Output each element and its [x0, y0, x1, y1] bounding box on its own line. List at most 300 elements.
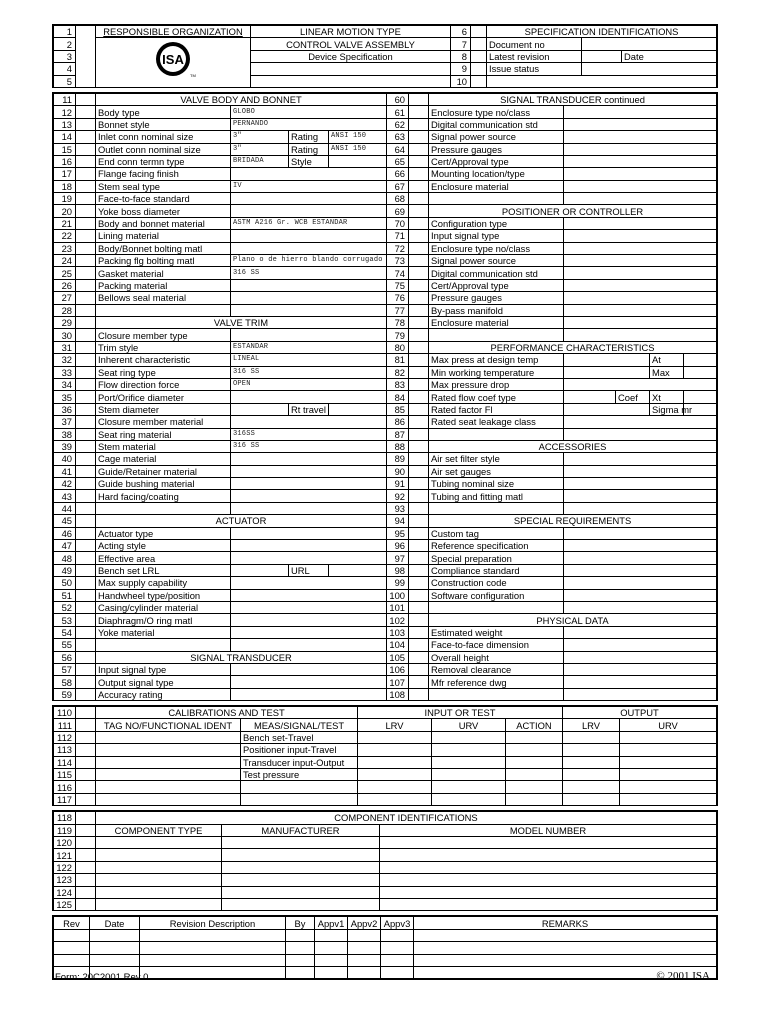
field-label: Enclosure material — [429, 316, 564, 328]
calibration-value-cell[interactable] — [506, 793, 563, 805]
field-value[interactable] — [564, 577, 717, 589]
row-number: 76 — [387, 292, 409, 304]
calibration-value-cell[interactable] — [358, 731, 432, 743]
field-label: Yoke material — [96, 626, 231, 638]
field-value[interactable] — [564, 217, 717, 229]
spec-row — [54, 155, 717, 167]
field-label: Face-to-face standard — [96, 193, 231, 205]
field-label: Seat ring material — [96, 428, 231, 440]
field-value[interactable] — [564, 316, 717, 328]
calibration-value-cell[interactable] — [620, 781, 717, 793]
field-value[interactable] — [564, 292, 717, 304]
revision-cell[interactable] — [286, 954, 315, 966]
component-identifications-title: COMPONENT IDENTIFICATIONS — [96, 812, 717, 824]
tag-no-cell[interactable] — [96, 756, 241, 768]
row-number: 12 — [54, 106, 76, 118]
model-number-cell[interactable] — [380, 874, 717, 886]
revision-cell[interactable] — [140, 954, 286, 966]
revision-cell[interactable] — [54, 942, 90, 954]
field-value[interactable] — [564, 626, 717, 638]
row-number: 118 — [54, 812, 76, 824]
revision-cell[interactable] — [315, 929, 348, 941]
field-value[interactable] — [564, 193, 717, 205]
revision-row — [54, 942, 717, 954]
sub-value[interactable] — [329, 403, 387, 415]
field-value[interactable] — [564, 465, 717, 477]
row-number: 15 — [54, 143, 76, 155]
field-value[interactable] — [231, 304, 387, 316]
field-value[interactable] — [231, 490, 387, 502]
field-label: Compliance standard — [429, 564, 564, 576]
field-value[interactable] — [564, 255, 717, 267]
component-type-cell[interactable] — [96, 874, 222, 886]
field-value[interactable] — [564, 403, 650, 415]
row-number: 77 — [387, 304, 409, 316]
sub-value[interactable]: ANSI 150 — [329, 143, 387, 155]
row-mark — [409, 614, 429, 626]
form-number: Form: 20C2001 Rev 0 — [55, 972, 149, 983]
calibration-value-cell[interactable] — [432, 756, 506, 768]
meas-signal-cell: Transducer input-Output — [241, 756, 358, 768]
row-mark — [76, 874, 96, 886]
component-type-cell[interactable] — [96, 837, 222, 849]
field-value[interactable] — [564, 106, 717, 118]
field-value[interactable] — [231, 230, 387, 242]
field-label: Special preparation — [429, 552, 564, 564]
spec-row — [54, 391, 717, 403]
field-value[interactable] — [564, 378, 717, 390]
row-number: 66 — [387, 168, 409, 180]
spec-row — [54, 292, 717, 304]
field-value[interactable] — [564, 230, 717, 242]
row-mark — [76, 180, 96, 192]
calibration-value-cell[interactable] — [563, 769, 620, 781]
field-label: Pressure gauges — [429, 143, 564, 155]
row-number: 16 — [54, 155, 76, 167]
row-number: 37 — [54, 416, 76, 428]
revision-cell[interactable] — [315, 942, 348, 954]
field-label: Stem diameter — [96, 403, 231, 415]
row-mark — [409, 651, 429, 663]
output-urv-header: URV — [620, 719, 717, 731]
spec-sheet — [52, 24, 718, 980]
revision-cell[interactable] — [348, 929, 381, 941]
section-title: PERFORMANCE CHARACTERISTICS — [429, 341, 717, 353]
rev-date-header: Date — [90, 917, 140, 929]
field-value[interactable] — [231, 589, 387, 601]
revision-cell[interactable] — [348, 954, 381, 966]
row-number: 117 — [54, 793, 76, 805]
field-value[interactable] — [564, 279, 717, 291]
revision-cell[interactable] — [348, 942, 381, 954]
field-value[interactable] — [564, 601, 717, 613]
calibration-value-cell[interactable] — [358, 756, 432, 768]
component-type-cell[interactable] — [96, 849, 222, 861]
sub-label: Sigma mr — [650, 403, 684, 415]
field-value[interactable] — [231, 676, 387, 688]
row-number: 26 — [54, 279, 76, 291]
field-label: Actuator type — [96, 527, 231, 539]
spec-row — [54, 255, 717, 267]
field-value[interactable] — [564, 688, 717, 700]
document-no-field[interactable] — [582, 38, 717, 50]
calibration-value-cell[interactable] — [620, 769, 717, 781]
calibration-value-cell[interactable] — [563, 781, 620, 793]
field-value[interactable] — [231, 205, 387, 217]
revision-cell[interactable] — [381, 966, 414, 978]
revision-cell[interactable] — [140, 966, 286, 978]
field-value[interactable] — [231, 465, 387, 477]
field-value[interactable] — [231, 639, 387, 651]
row-number: 56 — [54, 651, 76, 663]
field-value[interactable] — [564, 329, 717, 341]
calibration-value-cell[interactable] — [506, 769, 563, 781]
field-value[interactable] — [564, 651, 717, 663]
revision-cell[interactable] — [315, 954, 348, 966]
revision-cell[interactable] — [414, 929, 717, 941]
manufacturer-cell[interactable] — [222, 886, 380, 898]
row-number: 94 — [387, 515, 409, 527]
row-number: 70 — [387, 217, 409, 229]
revision-cell[interactable] — [381, 942, 414, 954]
components-block — [52, 810, 718, 911]
field-value[interactable]: PERNANDO — [231, 118, 387, 130]
row-number: 71 — [387, 230, 409, 242]
field-label: Reference specification — [429, 540, 564, 552]
field-label: Cert/Approval type — [429, 155, 564, 167]
field-label: Signal power source — [429, 131, 564, 143]
revision-cell[interactable] — [90, 929, 140, 941]
revision-cell[interactable] — [414, 942, 717, 954]
field-value[interactable]: GLOBO — [231, 106, 387, 118]
sub-value[interactable] — [684, 391, 717, 403]
field-value[interactable] — [564, 639, 717, 651]
field-value[interactable]: 316 SS — [231, 440, 387, 452]
field-value[interactable]: Plano o de hierro blando corrugado — [231, 255, 387, 267]
spec-row — [54, 465, 717, 477]
field-value[interactable] — [231, 416, 387, 428]
field-value[interactable]: 316 SS — [231, 366, 387, 378]
revision-cell[interactable] — [286, 942, 315, 954]
calibration-value-cell[interactable] — [432, 781, 506, 793]
field-value[interactable]: ESTANDAR — [231, 341, 387, 353]
row-mark — [76, 155, 96, 167]
field-value[interactable] — [231, 502, 387, 514]
row-mark — [409, 440, 429, 452]
spec-row — [54, 428, 717, 440]
row-number: 84 — [387, 391, 409, 403]
revision-cell[interactable] — [90, 942, 140, 954]
field-value[interactable]: ASTM A216 Gr. WCB ESTANDAR — [231, 217, 387, 229]
field-label: Bonnet style — [96, 118, 231, 130]
tag-no-cell[interactable] — [96, 744, 241, 756]
field-value[interactable] — [564, 242, 717, 254]
sub-label: Style — [289, 155, 329, 167]
field-value[interactable] — [231, 527, 387, 539]
field-value[interactable] — [564, 564, 717, 576]
field-value[interactable] — [564, 478, 717, 490]
field-value[interactable] — [564, 155, 717, 167]
row-number: 101 — [387, 601, 409, 613]
field-label: Rated seat leakage class — [429, 416, 564, 428]
revision-cell[interactable] — [348, 966, 381, 978]
row-mark — [76, 378, 96, 390]
row-mark — [76, 416, 96, 428]
field-label: Digital communication std — [429, 118, 564, 130]
calibration-value-cell[interactable] — [563, 731, 620, 743]
row-number: 22 — [54, 230, 76, 242]
row-mark — [76, 769, 96, 781]
calibration-value-cell[interactable] — [506, 744, 563, 756]
field-value[interactable] — [231, 279, 387, 291]
manufacturer-cell[interactable] — [222, 898, 380, 910]
revision-cell[interactable] — [54, 929, 90, 941]
calibration-value-cell[interactable] — [432, 744, 506, 756]
calibration-value-cell[interactable] — [506, 756, 563, 768]
field-value[interactable] — [564, 304, 717, 316]
field-label: Flange facing finish — [96, 168, 231, 180]
row-mark — [76, 403, 96, 415]
field-value[interactable] — [231, 601, 387, 613]
row-number: 7 — [451, 38, 471, 50]
field-value[interactable] — [564, 354, 650, 366]
calibration-value-cell[interactable] — [358, 781, 432, 793]
field-label: Digital communication std — [429, 267, 564, 279]
model-number-header: MODEL NUMBER — [380, 824, 717, 836]
spec-row — [54, 502, 717, 514]
field-value[interactable] — [231, 626, 387, 638]
field-value[interactable] — [231, 552, 387, 564]
row-mark — [409, 378, 429, 390]
revision-cell[interactable] — [286, 929, 315, 941]
field-label: Tubing nominal size — [429, 478, 564, 490]
field-value[interactable] — [231, 540, 387, 552]
sub-value[interactable] — [329, 564, 387, 576]
spec-row — [54, 453, 717, 465]
field-label: Configuration type — [429, 217, 564, 229]
row-number: 88 — [387, 440, 409, 452]
row-number: 83 — [387, 378, 409, 390]
component-type-cell[interactable] — [96, 886, 222, 898]
row-mark — [409, 639, 429, 651]
sub-value[interactable] — [684, 366, 717, 378]
field-value[interactable] — [564, 490, 717, 502]
field-label: Pressure gauges — [429, 292, 564, 304]
spec-row — [54, 267, 717, 279]
field-value[interactable] — [564, 540, 717, 552]
calibration-value-cell[interactable] — [432, 769, 506, 781]
field-value[interactable]: 3" — [231, 131, 289, 143]
manufacturer-cell[interactable] — [222, 849, 380, 861]
row-number: 98 — [387, 564, 409, 576]
calibration-value-cell[interactable] — [506, 731, 563, 743]
field-value[interactable] — [231, 614, 387, 626]
field-value[interactable] — [231, 577, 387, 589]
row-mark — [76, 131, 96, 143]
row-mark — [76, 781, 96, 793]
field-value[interactable] — [231, 453, 387, 465]
field-value[interactable] — [564, 663, 717, 675]
calibration-value-cell[interactable] — [358, 793, 432, 805]
spec-row — [54, 614, 717, 626]
row-mark — [409, 354, 429, 366]
calibration-value-cell[interactable] — [432, 793, 506, 805]
calibration-row — [54, 756, 717, 768]
revision-cell[interactable] — [381, 929, 414, 941]
component-type-cell[interactable] — [96, 861, 222, 873]
calibration-value-cell[interactable] — [620, 731, 717, 743]
field-value[interactable] — [231, 168, 387, 180]
row-number: 23 — [54, 242, 76, 254]
calibration-value-cell[interactable] — [620, 793, 717, 805]
field-value[interactable] — [564, 143, 717, 155]
field-label: Guide/Retainer material — [96, 465, 231, 477]
field-value[interactable] — [564, 118, 717, 130]
revision-cell[interactable] — [315, 966, 348, 978]
tag-no-cell[interactable] — [96, 793, 241, 805]
field-value[interactable] — [231, 564, 289, 576]
field-value[interactable] — [564, 131, 717, 143]
calibration-row — [54, 769, 717, 781]
revision-cell[interactable] — [286, 966, 315, 978]
revision-cell[interactable] — [414, 954, 717, 966]
field-value[interactable] — [564, 267, 717, 279]
field-value[interactable] — [564, 168, 717, 180]
sub-label: URL — [289, 564, 329, 576]
issue-status-field[interactable] — [582, 63, 717, 75]
calibration-value-cell[interactable] — [563, 793, 620, 805]
sub-value[interactable]: ANSI 150 — [329, 131, 387, 143]
field-value[interactable]: BRIDADA — [231, 155, 289, 167]
row-number: 68 — [387, 193, 409, 205]
calibration-value-cell[interactable] — [506, 781, 563, 793]
field-value[interactable] — [564, 391, 616, 403]
field-value[interactable] — [564, 416, 717, 428]
calibration-row — [54, 793, 717, 805]
model-number-cell[interactable] — [380, 898, 717, 910]
field-value[interactable] — [564, 366, 650, 378]
appv2-header: Appv2 — [348, 917, 381, 929]
field-value[interactable] — [231, 242, 387, 254]
field-value[interactable] — [231, 688, 387, 700]
field-value[interactable]: 316SS — [231, 428, 387, 440]
field-value[interactable] — [231, 403, 289, 415]
field-label: Gasket material — [96, 267, 231, 279]
document-no-label: Document no — [487, 38, 582, 50]
spec-row — [54, 366, 717, 378]
revisions-block — [52, 915, 718, 980]
field-value[interactable] — [564, 453, 717, 465]
field-value[interactable]: IV — [231, 180, 387, 192]
calibration-value-cell[interactable] — [432, 731, 506, 743]
row-mark — [76, 279, 96, 291]
revision-cell[interactable] — [140, 942, 286, 954]
manufacturer-cell[interactable] — [222, 861, 380, 873]
model-number-cell[interactable] — [380, 837, 717, 849]
row-number: 59 — [54, 688, 76, 700]
revision-cell[interactable] — [90, 954, 140, 966]
field-value[interactable] — [231, 329, 387, 341]
model-number-cell[interactable] — [380, 849, 717, 861]
field-label — [429, 502, 564, 514]
row-number: 123 — [54, 874, 76, 886]
row-mark — [409, 688, 429, 700]
latest-revision-field[interactable] — [582, 50, 622, 62]
spec-row — [54, 230, 717, 242]
field-value[interactable] — [564, 552, 717, 564]
field-label: Enclosure type no/class — [429, 242, 564, 254]
field-value[interactable] — [231, 478, 387, 490]
spec-row — [54, 131, 717, 143]
revision-cell[interactable] — [381, 954, 414, 966]
field-value[interactable]: 316 SS — [231, 267, 387, 279]
field-value[interactable] — [231, 663, 387, 675]
row-mark — [76, 886, 96, 898]
row-number: 30 — [54, 329, 76, 341]
section-title: VALVE TRIM — [96, 316, 387, 328]
field-value[interactable]: 3" — [231, 143, 289, 155]
field-value[interactable] — [564, 676, 717, 688]
calibrations-block — [52, 705, 718, 806]
meas-signal-cell — [241, 793, 358, 805]
row-mark — [76, 589, 96, 601]
field-value[interactable]: OPEN — [231, 378, 387, 390]
spec-row — [54, 217, 717, 229]
row-number: 63 — [387, 131, 409, 143]
manufacturer-cell[interactable] — [222, 874, 380, 886]
calibration-value-cell[interactable] — [563, 756, 620, 768]
field-value[interactable] — [231, 391, 387, 403]
calibration-value-cell[interactable] — [358, 769, 432, 781]
row-mark — [76, 391, 96, 403]
responsible-org-label: RESPONSIBLE ORGANIZATION — [96, 26, 251, 38]
calibration-value-cell[interactable] — [563, 744, 620, 756]
tag-no-cell[interactable] — [96, 781, 241, 793]
field-label: Air set gauges — [429, 465, 564, 477]
component-type-cell[interactable] — [96, 898, 222, 910]
field-value[interactable] — [564, 502, 717, 514]
model-number-cell[interactable] — [380, 861, 717, 873]
row-number: 103 — [387, 626, 409, 638]
calibration-value-cell[interactable] — [620, 744, 717, 756]
calibration-value-cell[interactable] — [620, 756, 717, 768]
calibration-value-cell[interactable] — [358, 744, 432, 756]
field-value[interactable] — [564, 180, 717, 192]
spec-row — [54, 106, 717, 118]
tag-no-cell[interactable] — [96, 769, 241, 781]
row-mark — [409, 267, 429, 279]
field-value[interactable] — [231, 292, 387, 304]
revision-cell[interactable] — [54, 954, 90, 966]
field-label: Rated flow coef type — [429, 391, 564, 403]
sub-value[interactable] — [329, 155, 387, 167]
revision-cell[interactable] — [140, 929, 286, 941]
sub-value[interactable] — [684, 354, 717, 366]
row-number: 2 — [54, 38, 76, 50]
model-number-cell[interactable] — [380, 886, 717, 898]
row-number: 28 — [54, 304, 76, 316]
field-value[interactable] — [231, 193, 387, 205]
field-value[interactable] — [564, 527, 717, 539]
field-value[interactable] — [564, 428, 717, 440]
field-value[interactable]: LINEAL — [231, 354, 387, 366]
field-label: Air set filter style — [429, 453, 564, 465]
tag-no-cell[interactable] — [96, 731, 241, 743]
row-number: 73 — [387, 255, 409, 267]
row-number: 64 — [387, 143, 409, 155]
field-value[interactable] — [564, 589, 717, 601]
manufacturer-cell[interactable] — [222, 837, 380, 849]
